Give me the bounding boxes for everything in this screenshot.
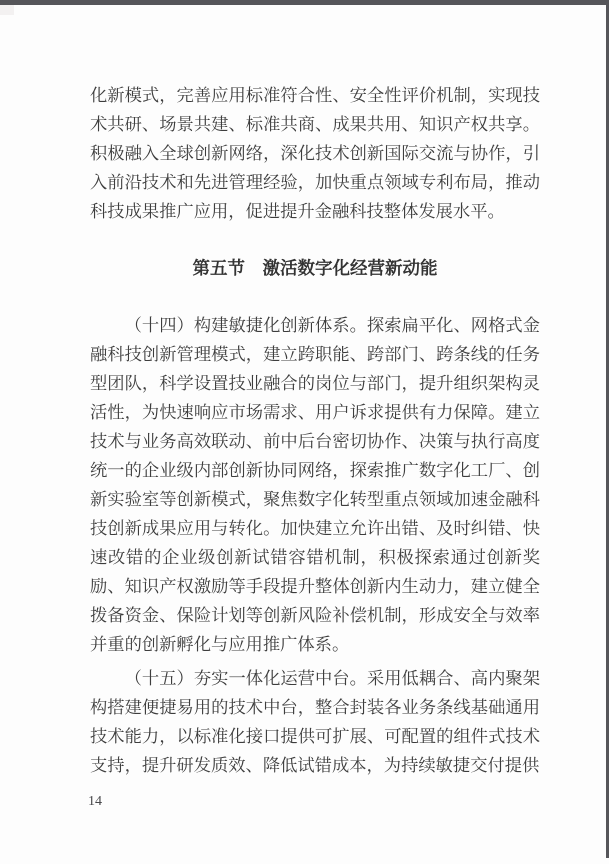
page-content xyxy=(90,81,540,780)
section-heading: 第五节 激活数字化经营新动能 xyxy=(192,258,438,278)
page-number: 14 xyxy=(88,794,102,809)
scan-edge-top xyxy=(0,0,609,5)
scan-artifact-top-left xyxy=(0,5,14,15)
paragraph-continuation: 化新模式，完善应用标准符合性、安全性评价机制，实现技术共研、场景共建、标准共商、成果共用、知识产权共享。积极融入全球创新网络，深化技术创新国际交流与协作，引入前沿技术和先进管理经验，加快重点领域专利布局，推动科技成果推广应用，促进提升金融科技整体发展水平。 xyxy=(90,86,540,221)
paragraph-item-15: （十五）夯实一体化运营中台。采用低耦合、高内聚架构搭建便捷易用的技术中台，整合封装各业务条线基础通用技术能力，以标准化接口提供可扩展、可配置的组件式技术支持，提升研发质效、降低试错成本，为持续敏捷交付提供 xyxy=(90,669,540,775)
paragraph-item-14: （十四）构建敏捷化创新体系。探索扁平化、网格式金融科技创新管理模式，建立跨职能、跨部门、跨条线的任务型团队，科学设置技业融合的岗位与部门，提升组织架构灵活性，为快速响应市场需求、用户诉求提供有力保障。建立技术与业务高效联动、前中后台密切协作、决策与执行高度统一的企业级内部创新协同网络，探索推广数字化工厂、创新实验室等创新模式，聚焦数字化转型重点领域加速金融科技创新成果应用与转化。加快建立允许出错、及时纠错、快速改错的企业级创新试错容错机制，积极探索通过创新奖励、知识产权激励等手段提升整体创新内生动力，建立健全拨备资金、保险计划等创新风险补偿机制，形成安全与效率并重的创新孵化与应用推广体系。 xyxy=(90,316,540,654)
